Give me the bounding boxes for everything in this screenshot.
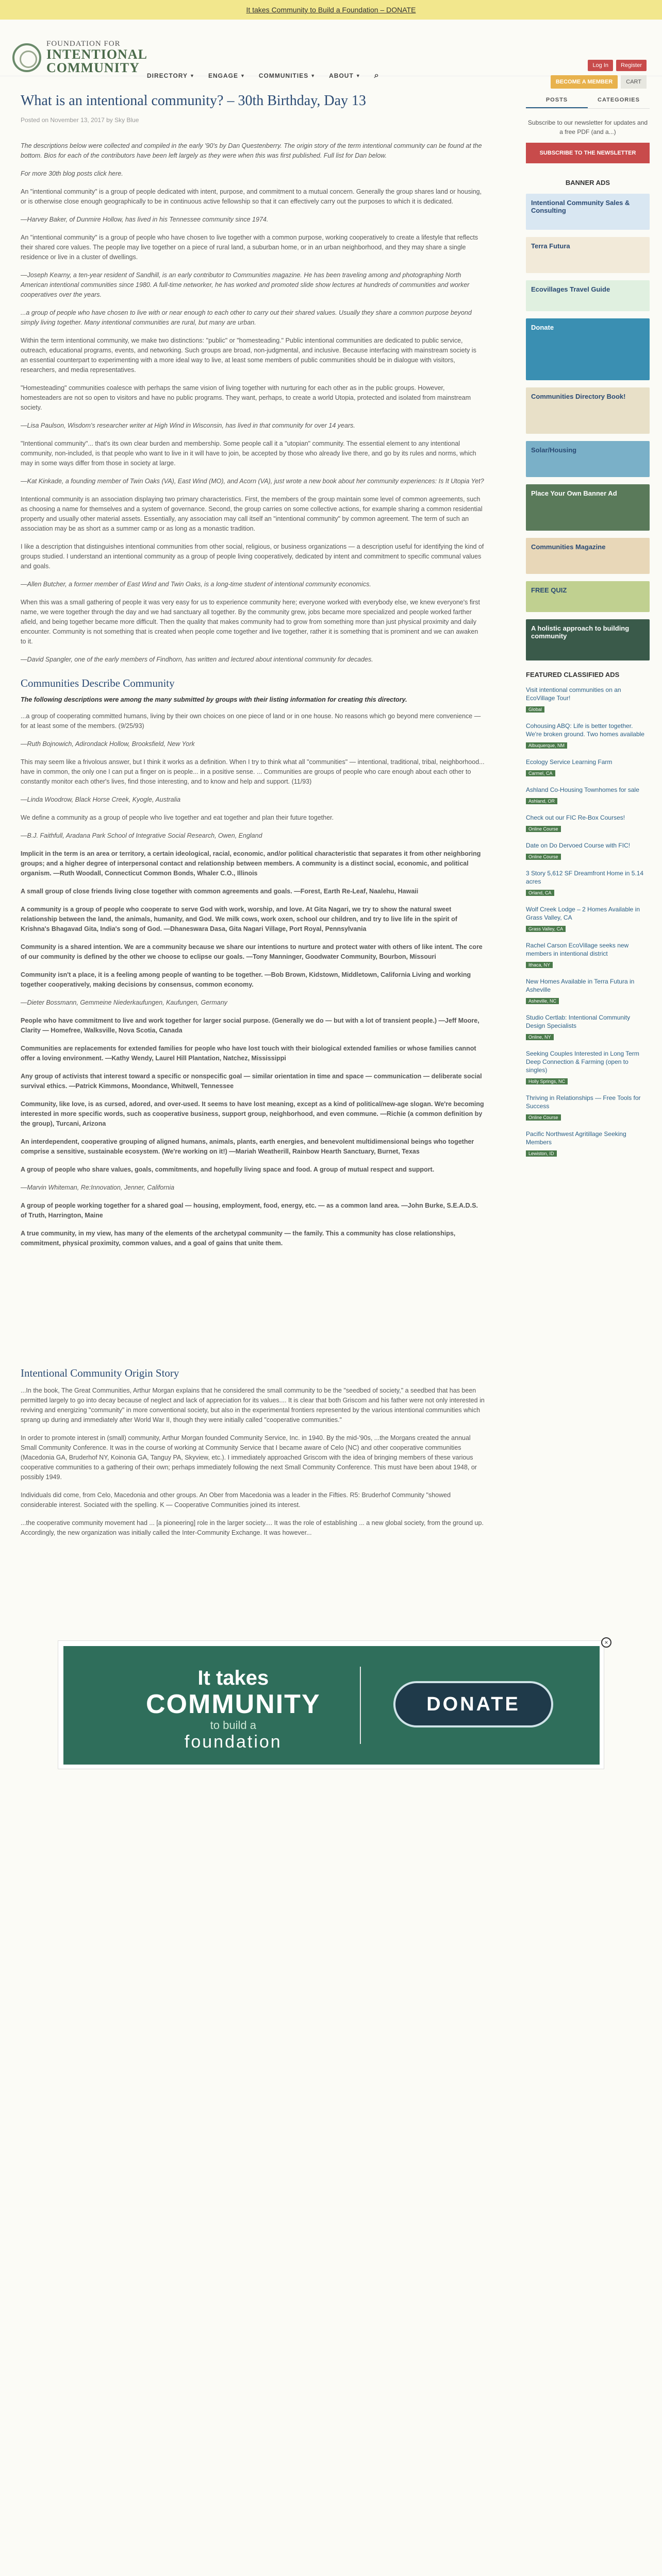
banner-ad-label: A holistic approach to building community [531, 624, 630, 640]
page-title: What is an intentional community? – 30th Birthday, Day 13 [21, 93, 367, 109]
description: A small group of close friends living close together with common agreements and goals. —Forest, Earth Re-Leaf, Naalehu, Hawaii [21, 888, 419, 895]
classified-ad-title[interactable]: Studio Certlab: Intentional Community Design Specialists [526, 1014, 631, 1029]
description: We define a community as a group of people who live together and eat together and plan their future together. [21, 814, 334, 821]
classified-ad-title[interactable]: Ecology Service Learning Farm [526, 758, 613, 766]
section-heading: Communities Describe Community [21, 677, 175, 689]
classified-ad-title[interactable]: New Homes Available in Terra Futura in Asheville [526, 978, 635, 993]
attribution: —Marvin Whiteman, Re:Innovation, Jenner, California [21, 1184, 175, 1191]
attribution: —B.J. Faithfull, Aradana Park School of Integrative Social Research, Owen, England [21, 832, 262, 839]
nav-directory[interactable]: DIRECTORY [147, 72, 188, 79]
description: A community is a group of people who cooperate to serve God with work, worship, and love. At Gita Nagari, we try to show the natural sweet relationship between the land, the animals, humanity, and God. We milk cows, work oxen, school our children, and try to live life in the spirit of Krishna's Bhagavad Gita, India's song of God. —Dhaneswara Dasa, Gita Nagari Village, Port Royal, Pennsylvania [21, 906, 457, 933]
post-meta: Posted on November 13, 2017 by Sky Blue [21, 116, 139, 124]
description: This may seem like a frivolous answer, but I think it works as a definition. When I try to think what all "communities" — intentional, traditional, tribal, neighborhood... have in common, the only one I can put a finger on is people... in a positive sense. ... Communities are groups of people who care enough about each other to constantly monitor each other's lives, find those interesting, and to know and help and support. (11/93) [21, 758, 485, 785]
classified-ad-location: Grass Valley, CA [526, 926, 566, 932]
subscribe-button[interactable]: SUBSCRIBE TO THE NEWSLETTER [526, 143, 650, 163]
paragraph: Intentional community is an association displaying two primary characteristics. First, the members of the group maintain some level of common agreements, such as choosing a name for themselves and a system of governance. Second, the group carries on some collective actions, for example sharing a common residential property and usually other material assets. Essentially, any association may call itself an "intentional community" by common agreement. The term of such an association may be as short as a summer camp or as long as a monastic tradition. [21, 496, 483, 532]
logo-line-3: COMMUNITY [46, 60, 140, 75]
description: Community is a shared intention. We are a community because we share our intentions to nurture and protect water with others of like intent. The core of our community is defined by the other we choose to eclipse our goals. —Tony Manninger, Goodwater Community, Bourbon, Missouri [21, 943, 483, 960]
attribution: —Linda Woodrow, Black Horse Creek, Kyogle, Australia [21, 796, 181, 803]
banner-ads-heading: BANNER ADS [565, 179, 610, 187]
section-heading: Intentional Community Origin Story [21, 1367, 179, 1379]
classified-ad-location: Online Course [526, 1114, 561, 1121]
chevron-down-icon: ▼ [240, 73, 245, 78]
attribution: —Dieter Bossmann, Gemmeine Niederkaufungen, Kaufungen, Germany [21, 999, 227, 1006]
description: Communities are replacements for extended families for people who have lost touch with their biological extended families or whose families cannot offer a loving environment. —Kathy Wendy, Laurel Hill Plantation, Natchez, Mississippi [21, 1045, 476, 1062]
search-icon[interactable]: ⌕ [374, 71, 379, 80]
classified-ad-location: Global [526, 706, 544, 713]
banner-ad-label: Solar/Housing [531, 446, 577, 454]
attribution: —Harvey Baker, of Dunmire Hollow, has lived in his Tennessee community since 1974. [21, 216, 269, 223]
more-posts-link[interactable]: For more 30th blog posts click here. [21, 170, 123, 177]
classified-ad-location: Asheville, NC [526, 998, 559, 1004]
become-member-button[interactable]: BECOME A MEMBER [551, 75, 618, 89]
paragraph: An "intentional community" is a group of people who have chosen to live together with a common purpose, working cooperatively to create a lifestyle that reflects their shared core values. The people may live together on a piece of rural land, a suburban home, or in an urban neighborhood, and they may share a single residence or live in a cluster of dwellings. [21, 234, 478, 261]
banner-ad-label: FREE QUIZ [531, 586, 567, 594]
chevron-down-icon: ▼ [355, 73, 361, 78]
paragraph: ...the cooperative community movement had ... [a pioneering] role in the larger society.... It was the role of establishing ... a new global society, from the ground up. Accordingly, the new organization was initially called the Inter-Community Exchange. It was however... [21, 1519, 484, 1536]
paragraph: Within the term intentional community, we make two distinctions: "public" or "homesteading." Public intentional communities are dedicated to public service, outreach, educational programs, events, and networking. Such groups are broad, non-judgmental, and inclusive. Because interfacing with mainstream society is an essential counterpart to experimenting with a more ideal way to live, at least some members of public communities should be in dialogue with visitors, researchers, and media representatives. [21, 337, 476, 374]
paragraph: Individuals did come, from Celo, Macedonia and other groups. An Ober from Macedonia was a leader in the Fifties. R5: Bruderhof Community "showed considerable interest. Sociated with the spelling. K — Cooperative Communities joined its interest. [21, 1492, 451, 1509]
classified-ad-title[interactable]: Ashland Co-Housing Townhomes for sale [526, 786, 639, 793]
nav-communities[interactable]: COMMUNITIES [258, 72, 309, 79]
banner-ad-label: Ecovillages Travel Guide [531, 285, 610, 293]
classified-ad-location: Albuquerque, NM [526, 742, 567, 749]
classified-ad-title[interactable]: Date on Do Dervoed Course with FIC! [526, 842, 631, 849]
paragraph: "Intentional community"... that's its own clear burden and membership. Some people call it a "utopian" community. The essential element to any intentional community, non-included, is that people who want to live in it will have to join, be accepted by those who already live there, and go by its rules and norms, which may in some ways differ from those in society at large. [21, 440, 476, 467]
description: A group of people working together for a shared goal — housing, employment, food, energy, etc. — as a common land area. —John Burke, S.E.A.D.S. of Truth, Harrington, Maine [21, 1202, 478, 1219]
attribution: —Ruth Bojnowich, Adirondack Hollow, Brooksfield, New York [21, 740, 195, 748]
description: Community, like love, is as cursed, adored, and over-used. It seems to have lost meaning, except as a kind of political/new-age slogan. We're becoming interested in more specific words, such as cooperative business, support group, neighborhood, and even commune. —Richie (a common definition by the group), Turcani, Arizona [21, 1100, 484, 1127]
paragraph: ...In the book, The Great Communities, Arthur Morgan explains that he considered the small community to be the "seedbed of society," a seedbed that has been permitted largely to go into decay because of neglect and lack of appreciation for its values.... It is clear that both Griscom and his father were not only interested in reviving and energizing "community" in more conventional society, but also in the experimental frontiers represented by the various intentional communities which sprang up during and immediately after World War II, though they were initially called "cooperative communities." [21, 1387, 485, 1423]
description: A true community, in my view, has many of the elements of the archetypal community — the family. This a community has close relationships, commitment, physical proximity, common values, and a goal of gains that unite them. [21, 1230, 456, 1247]
popup-line-3: to build a [210, 1719, 256, 1732]
attribution: —Allen Butcher, a former member of East Wind and Twin Oaks, is a long-time student of intentional community economics. [21, 581, 371, 588]
register-button[interactable]: Register [616, 60, 647, 71]
logo-line-2: INTENTIONAL [46, 47, 147, 62]
popup-line-2: COMMUNITY [146, 1689, 321, 1719]
popup-banner [63, 1646, 600, 1765]
logo-line-1: FOUNDATION FOR [46, 40, 121, 48]
classified-ad-title[interactable]: Visit intentional communities on an EcoVillage Tour! [526, 686, 621, 702]
announcement-link[interactable]: It takes Community to Build a Foundation – DONATE [246, 6, 416, 14]
banner-ad-label: Communities Magazine [531, 543, 606, 551]
banner-ad-label: Donate [531, 324, 554, 331]
featured-heading: FEATURED CLASSIFIED ADS [526, 671, 620, 679]
classified-ad-location: Online Course [526, 854, 561, 860]
classified-ad-title[interactable]: Check out our FIC Re-Box Courses! [526, 814, 625, 821]
banner-ad-label: Intentional Community Sales & Consulting [531, 199, 630, 214]
popup-divider [360, 1667, 361, 1744]
login-button[interactable]: Log In [588, 60, 613, 71]
description: People who have commitment to live and work together for larger social purpose. (Generally we do — but with a lot of transient people.) —Jeff Moore, Clarity — Homefree, Walksville, Nova Scotia, Canada [21, 1017, 479, 1034]
classified-ad-location: Online, NY [526, 1034, 554, 1040]
classified-ad-title[interactable]: Cohousing ABQ: Life is better together. We're broken ground. Two homes available [526, 722, 644, 738]
cart-button[interactable]: CART [621, 75, 647, 89]
popup-line-4: foundation [184, 1732, 282, 1752]
attribution: —Kat Kinkade, a founding member of Twin Oaks (VA), East Wind (MO), and Acorn (VA), just wrote a new book about her community experiences: Is It Utopia Yet? [21, 478, 484, 485]
nav-about[interactable]: ABOUT [329, 72, 354, 79]
donation-popup [58, 1640, 604, 1769]
subscribe-text: Subscribe to our newsletter for updates and a free PDF (and a...) [527, 119, 648, 135]
description: Community isn't a place, it is a feeling among people of wanting to be together. —Bob Brown, Kidstown, Middletown, California Living and working together cooperatively, making decisions by consensus, common economy. [21, 971, 471, 988]
paragraph: I like a description that distinguishes intentional communities from other social, religious, or business organizations — a description useful for identifying the kind of groups studied. I understand an intentional community as a group of people living cooperatively, dedicated by intent and commitment to specific communal values and goals. [21, 543, 484, 570]
attribution: —David Spangler, one of the early members of Findhorn, has written and lectured about intentional community for decades. [21, 656, 373, 663]
description: Any group of activists that interest toward a specific or nonspecific goal — similar orientation in time and space — communication — deliberate social survival ethics. —Patrick Kimmons, Moondance, Whitwell, Tennessee [21, 1073, 482, 1090]
classified-ad-title[interactable]: Wolf Creek Lodge – 2 Homes Available in Grass Valley, CA [526, 906, 640, 921]
paragraph: In order to promote interest in (small) community, Arthur Morgan founded Community Service, Inc. in 1940. By the mid-'90s, ...the Morgans created the annual Small Community Conference. It was in the course of working at Community Service that I became aware of Celo (NC) and other cooperative communities (Macedonia GA, Bruderhof NY, Koinonia GA, Tanguy PA, Skyview, etc.). I immediately approached Griscom with the idea of bringing members of these various cooperative communities to a gathering of their own; perhaps immediately following the next Small Community Conference. This must have been about 1948, or possibly 1949. [21, 1434, 477, 1481]
tab-posts[interactable]: POSTS [526, 93, 588, 108]
classified-ad-title[interactable]: Thriving in Relationships — Free Tools for Success [526, 1094, 641, 1110]
banner-ad-label: Communities Directory Book! [531, 393, 626, 400]
intro-paragraph: The descriptions below were collected and compiled in the early '90's by Dan Questenberry. The origin story of the term intentional community can be found at the bottom. Bios for each of the contributors have been left largely as they were when this was first published. Full list for Dan below. [21, 142, 482, 159]
classified-ad-title[interactable]: 3 Story 5,612 SF Dreamfront Home in 5.14 acres [526, 870, 644, 885]
nav-engage[interactable]: ENGAGE [208, 72, 238, 79]
banner-ad-label: Place Your Own Banner Ad [531, 489, 617, 497]
tab-categories[interactable]: CATEGORIES [598, 97, 640, 103]
paragraph: An "intentional community" is a group of people dedicated with intent, purpose, and commitment to a mutual concern. Generally the group shares land or housing, or is otherwise close enough geographically to be in continuous active fellowship so that it can effectively carry out the purposes to which it is dedicated. [21, 188, 482, 205]
paragraph: ...a group of people who have chosen to live with or near enough to each other to carry out their shared values. Usually they share a common purpose beyond simply living together. Many intentional communities are rural, but many are urban. [21, 309, 472, 326]
close-icon[interactable]: × [601, 1637, 611, 1648]
classified-ad-location: Holly Springs, NC [526, 1078, 568, 1084]
classified-ad-location: Online Course [526, 826, 561, 832]
paragraph: When this was a small gathering of people it was very easy for us to experience community here; everyone worked with everybody else, we knew everyone's first name, we were together through the day and we had sanctuary all together. By the community grew, jobs became more specialized and people worked farther afield, and being together became more difficult. Then the quality that makes community had to grow from something more than just physical proximity and daily encounter. Community is not something that is created when people come together and live together, rather it is something that is prominent and we can awaken to it. [21, 599, 480, 645]
donate-button[interactable]: DONATE [393, 1681, 553, 1727]
attribution: —Joseph Kearny, a ten-year resident of Sandhill, is an early contributor to Communities magazine. He has been traveling among and photographing North American intentional communities since 1980. A full-time networker, he has worked and promoted slide show lectures at hundreds of communities and worker cooperatives over the years. [21, 272, 470, 298]
section-lead: The following descriptions were among the many submitted by groups with their listing information for creating this directory. [21, 696, 407, 703]
chevron-down-icon: ▼ [310, 73, 316, 78]
chevron-down-icon: ▼ [190, 73, 195, 78]
classified-ad-location: Orland, CA [526, 890, 554, 896]
description: An interdependent, cooperative grouping of aligned humans, animals, plants, earth energies, and benevolent multidimensional beings who together comprise a sensitive, sustainable ecosystem. (We're working on it!) —Mariah Weatherill, Rainbow Hearth Sanctuary, Burnet, Texas [21, 1138, 474, 1155]
description: Implicit in the term is an area or territory, a certain ideological, racial, economic, and/or political characteristic that separates it from other neighboring groups; and a higher degree of interpersonal contact and relationship between members. A community is a distinct social, economic, and political organism. —Ruth Woodall, Connecticut Common Bonds, Whaler C.O., Illinois [21, 850, 481, 877]
classified-ad-title[interactable]: Pacific Northwest Agritillage Seeking Members [526, 1130, 626, 1146]
banner-ad-label: Terra Futura [531, 242, 570, 250]
classified-ad-location: Ithaca, NY [526, 962, 553, 968]
popup-line-1: It takes [197, 1667, 269, 1689]
attribution: —Lisa Paulson, Wisdom's researcher writer at High Wind in Wisconsin, has lived in that community for over 14 years. [21, 422, 355, 429]
description: A group of people who share values, goals, commitments, and hopefully living space and food. A group of mutual respect and support. [21, 1166, 435, 1173]
classified-ad-location: Ashland, OR [526, 798, 557, 804]
classified-ad-title[interactable]: Rachel Carson EcoVillage seeks new members in intentional district [526, 942, 629, 957]
classified-ad-location: Lewiston, ID [526, 1150, 557, 1157]
description: ...a group of cooperating committed humans, living by their own choices on one piece of land or in one house. No reasons which go beyond mere convenience — for at least some of the members. (9/25/93) [21, 713, 481, 730]
classified-ad-location: Carmel, CA [526, 770, 555, 776]
paragraph: "Homesteading" communities coalesce with perhaps the same vision of living together with nurturing for each other as in the public groups. However, homesteaders are not so open to visitors and have no public programs. They want, perhaps, to create a world Utopia, protected and isolated from mainstream society. [21, 384, 471, 411]
classified-ad-title[interactable]: Seeking Couples Interested in Long Term Deep Connection & Farming (open to singles) [526, 1050, 639, 1074]
